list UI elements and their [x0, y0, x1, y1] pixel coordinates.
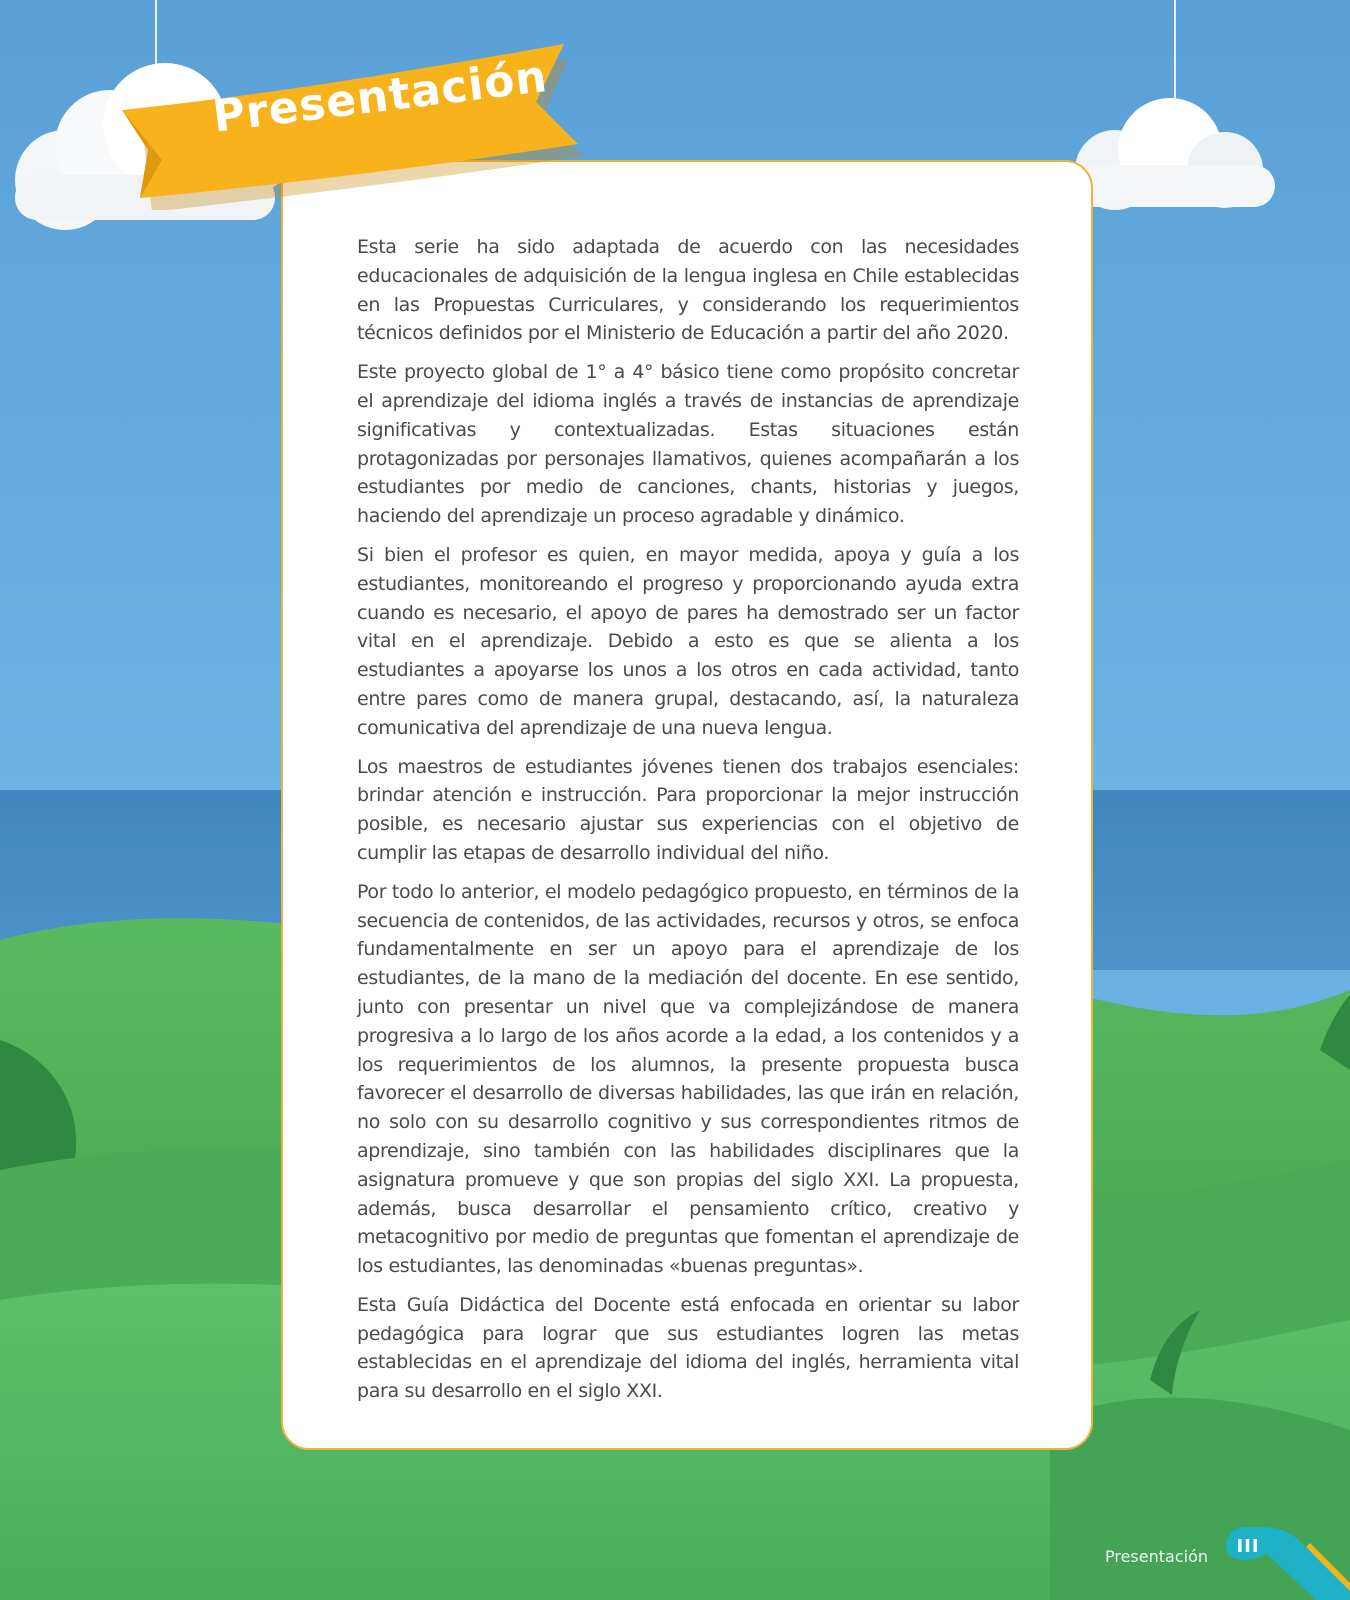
paragraph-5: Por todo lo anterior, el modelo pedagógico propuesto, en términos de la secuencia de contenidos, de las actividades, recursos y otros, se enfoca fundamentalmente en ser un apoyo para el aprendizaje de los estudiantes, de la mano de la mediación del docente. En ese sentido, junto con presentar un nivel que va complejizándose de manera progresiva a lo largo de los años acorde a la edad, a los contenidos y a los requerimientos de los alumnos, la presente propuesta busca favorecer el desarrollo de diversas habilidades, las que irán en relación, no solo con su desarrollo cognitivo y sus correspondientes ritmos de aprendizaje, sino también con las habilidades disciplinares que la asignatura promueve y que son propias del siglo XXI. La propuesta, además, busca desarrollar el pensamiento crítico, creativo y metacognitivo por medio de preguntas que fomentan el aprendizaje de los estudiantes, las denominadas «buenas preguntas». [357, 880, 1019, 1278]
body-text [357, 233, 1019, 1416]
page-number: III [1236, 1536, 1260, 1557]
paragraph-1: Esta serie ha sido adaptada de acuerdo con las necesidades educacionales de adquisición de la lengua inglesa en Chile establecidas en las Propuestas Curriculares, y considerando los requerimientos técnicos definidos por el Ministerio de Educación a partir del año 2020. [357, 236, 1019, 345]
paragraph-4: Los maestros de estudiantes jóvenes tienen dos trabajos esenciales: brindar atención e instrucción. Para proporcionar la mejor instrucción posible, es necesario ajustar sus experiencias con el objetivo de cumplir las etapas de desarrollo individual del niño. [357, 755, 1019, 864]
paragraph-2: Este proyecto global de 1° a 4° básico tiene como propósito concretar el aprendizaje del idioma inglés a través de instancias de aprendizaje significativas y contextualizadas. Estas situaciones están protagonizadas por personajes llamativos, quienes acompañarán a los estudiantes por medio de canciones, chants, historias y juegos, haciendo del aprendizaje un proceso agradable y dinámico. [357, 361, 1019, 528]
paragraph-3: Si bien el profesor es quien, en mayor medida, apoya y guía a los estudiantes, monitoreando el progreso y proporcionando ayuda extra cuando es necesario, el apoyo de pares ha demostrado ser un factor vital en el aprendizaje. Debido a esto es que se alienta a los estudiantes a apoyarse los unos a los otros en cada actividad, tanto entre pares como de manera grupal, destacando, así, la naturaleza comunicativa del aprendizaje de una nueva lengua. [357, 543, 1019, 739]
paragraph-6: Esta Guía Didáctica del Docente está enfocada en orientar su labor pedagógica para lograr que sus estudiantes logren las metas establecidas en el aprendizaje del idioma del inglés, herramienta vital para su desarrollo en el siglo XXI. [357, 1293, 1019, 1403]
page-title: Presentación [210, 50, 551, 143]
footer-section-label: Presentación [1104, 1547, 1208, 1566]
